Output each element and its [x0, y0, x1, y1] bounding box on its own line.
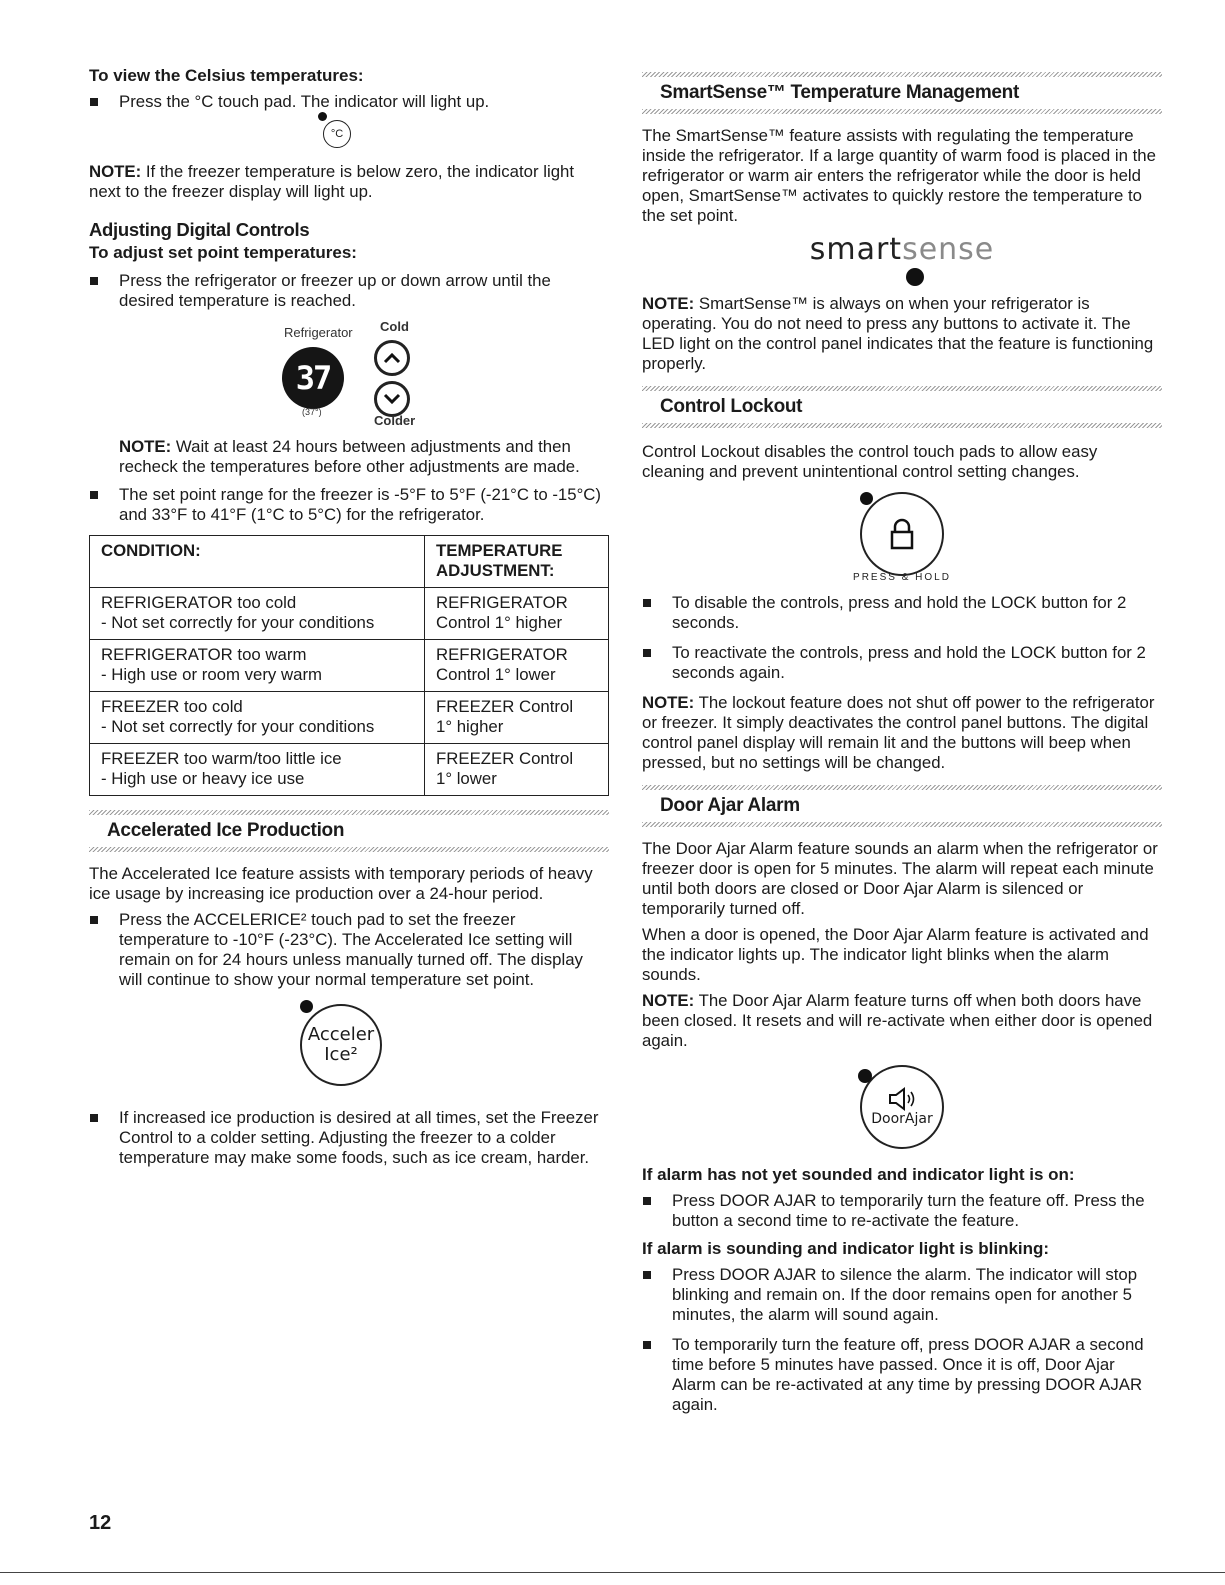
indicator-dot-icon [300, 1000, 313, 1013]
indicator-dot-icon [860, 492, 873, 505]
adjust-bullet: Press the refrigerator or freezer up or down arrow until the desired temperature is reached. [89, 271, 609, 311]
table-row [90, 640, 609, 692]
note-text: SmartSense™ is always on when your refrigerator is operating. You do not need to press any buttons to activate it. The LED light on the control panel indicates that the feature is functioning properly. [642, 294, 1154, 373]
table-cell-adjustment: FREEZER Control 1° higher [425, 692, 609, 744]
accel-section-header [89, 810, 609, 852]
lock-text: Control Lockout disables the control touch pads to allow easy cleaning and prevent unintentional control setting changes. [642, 442, 1098, 481]
smart-heading: SmartSense™ Temperature Management [660, 82, 1020, 103]
range-bullet: The set point range for the freezer is -5°F to 5°F (-21°C to -15°C) and 33°F to 41°F (1°C to 5°C) for the refrigerator. [89, 485, 609, 525]
accel-heading: Accelerated Ice Production [107, 820, 345, 841]
note-celsius [89, 162, 609, 202]
page-bottom-rule [0, 1572, 1225, 1573]
table-row [90, 692, 609, 744]
alarm-subheading-1: If alarm has not yet sounded and indicator light is on: [642, 1165, 1075, 1184]
hatch-divider [642, 109, 1162, 114]
lock-icon-caption: PRESS & HOLD [853, 572, 951, 583]
accelerice-button[interactable] [300, 1004, 382, 1086]
accel-icon-line1: Acceler [307, 1024, 375, 1045]
celsius-heading: To view the Celsius temperatures: [89, 66, 364, 85]
accel-bullet-1: Press the ACCELERICE² touch pad to set the freezer temperature to -10°F (-23°C). The Accelerated Ice setting will remain on for 24 hours unless manually turned off. The display will continue to show your normal temperature set point. [89, 910, 609, 990]
alarm-bullet-2: Press DOOR AJAR to silence the alarm. The indicator will stop blinking and remain on. If the door remains open for another 5 minutes, the alarm will sound again. [642, 1265, 1162, 1325]
lock-section-header [642, 386, 1162, 428]
page-number: 12 [89, 1512, 112, 1534]
control-panel-illustration [89, 313, 609, 428]
celsius-icon-wrap [65, 120, 609, 148]
door-text-1: The Door Ajar Alarm feature sounds an alarm when the refrigerator or freezer door is open for 5 minutes. The alarm will repeat each minute until both doors are closed or Door Ajar Alarm is silenced or temporarily turned off. [642, 839, 1158, 918]
adjust-heading: Adjusting Digital Controls [89, 219, 310, 240]
celsius-icon-label: °C [330, 128, 344, 140]
note-lock [642, 693, 1162, 773]
alarm-subheading-2: If alarm is sounding and indicator light is blinking: [642, 1239, 1050, 1258]
panel-subtext: (37°) [302, 407, 322, 417]
note-door [642, 991, 1162, 1051]
table-cell-condition: FREEZER too cold - Not set correctly for your conditions [90, 692, 425, 744]
door-ajar-button[interactable] [860, 1065, 944, 1149]
panel-colder-label: Colder [374, 413, 416, 428]
lock-button[interactable] [860, 492, 944, 576]
chevron-up-icon [383, 352, 401, 364]
note-adjust [89, 437, 609, 477]
note-label: NOTE: [89, 162, 142, 181]
hatch-divider [642, 822, 1162, 827]
hatch-divider [89, 847, 609, 852]
alarm-bullet-3: To temporarily turn the feature off, press DOOR AJAR a second time before 5 minutes have passed. Once it is off, Door Ajar Alarm can be re-activated at any time by pressing DOOR AJAR again. [642, 1335, 1162, 1415]
accel-text: The Accelerated Ice feature assists with temporary periods of heavy ice usage by increasing ice production over a 24-hour period. [89, 864, 593, 903]
lock-icon [888, 517, 916, 551]
door-text-2: When a door is opened, the Door Ajar Alarm feature is activated and the indicator lights up. The indicator light blinks when the alarm sounds. [642, 925, 1149, 984]
note-text: The Door Ajar Alarm feature turns off when both doors have been closed. It resets and will re-activate when either door is opened again. [642, 991, 1153, 1050]
adjust-subheading: To adjust set point temperatures: [89, 243, 357, 262]
smartsense-logo-text: smartsense [809, 232, 995, 267]
right-column [642, 72, 1162, 1415]
note-smart [642, 294, 1162, 374]
accel-icon-line2: Ice² [324, 1044, 358, 1065]
note-label: NOTE: [642, 693, 695, 712]
door-icon-wrap [642, 1065, 1162, 1149]
hatch-divider [642, 423, 1162, 428]
note-text: If the freezer temperature is below zero, the indicator light next to the freezer display will light up. [89, 162, 575, 201]
celsius-bullet: Press the °C touch pad. The indicator will light up. [89, 92, 609, 112]
note-label: NOTE: [642, 294, 695, 313]
lock-heading: Control Lockout [660, 396, 803, 417]
chevron-down-icon [383, 393, 401, 405]
lock-bullet-2: To reactivate the controls, press and hold the LOCK button for 2 seconds again. [642, 643, 1162, 683]
smart-section-header [642, 72, 1162, 114]
door-section-header [642, 785, 1162, 827]
left-column [89, 66, 609, 1168]
temperature-display [282, 347, 344, 409]
table-cell-adjustment: REFRIGERATOR Control 1° higher [425, 588, 609, 640]
table-row [90, 744, 609, 796]
down-arrow-button[interactable] [374, 381, 410, 417]
table-cell-condition: FREEZER too warm/too little ice - High use or heavy ice use [90, 744, 425, 796]
accel-bullet-2: If increased ice production is desired at all times, set the Freezer Control to a colder setting. Adjusting the freezer to a colder temperature may make some foods, such as ice cream, harder. [89, 1108, 609, 1168]
adjustment-table [89, 535, 609, 796]
speaker-icon [887, 1087, 917, 1111]
panel-label: Refrigerator [284, 325, 353, 340]
table-header-row [90, 536, 609, 588]
table-cell-adjustment: FREEZER Control 1° lower [425, 744, 609, 796]
door-icon-label: DoorAjar [871, 1111, 933, 1127]
indicator-dot-icon [906, 268, 924, 286]
note-label: NOTE: [642, 991, 695, 1010]
lock-bullet-1: To disable the controls, press and hold the LOCK button for 2 seconds. [642, 593, 1162, 633]
celsius-icon [323, 120, 351, 148]
table-header-condition: CONDITION: [90, 536, 425, 588]
table-cell-adjustment: REFRIGERATOR Control 1° lower [425, 640, 609, 692]
panel-cold-label: Cold [380, 319, 409, 334]
smart-text: The SmartSense™ feature assists with regulating the temperature inside the refrigerator. If a large quantity of warm food is placed in the refrigerator or warm air enters the refrigerator while the door is held open, SmartSense™ activates to quickly restore the temperature to the set point. [642, 126, 1156, 225]
accel-icon-wrap [73, 1004, 609, 1086]
lock-icon-wrap [642, 492, 1162, 583]
table-header-adjustment: TEMPERATURE ADJUSTMENT: [425, 536, 609, 588]
indicator-dot-icon [318, 112, 327, 121]
table-row [90, 588, 609, 640]
note-label: NOTE: [119, 437, 172, 456]
up-arrow-button[interactable] [374, 340, 410, 376]
note-text: The lockout feature does not shut off power to the refrigerator or freezer. It simply deactivates the control panel buttons. The digital control panel display will remain lit and the buttons will beep when pressed, but no settings will be changed. [642, 693, 1155, 772]
smartsense-logo [642, 232, 1162, 292]
table-cell-condition: REFRIGERATOR too warm - High use or room very warm [90, 640, 425, 692]
alarm-bullet-1: Press DOOR AJAR to temporarily turn the feature off. Press the button a second time to re-activate the feature. [642, 1191, 1162, 1231]
note-text: Wait at least 24 hours between adjustments and then recheck the temperatures before other adjustments are made. [119, 437, 580, 476]
temperature-display-value: 37 [295, 359, 331, 397]
indicator-dot-icon [858, 1069, 872, 1083]
door-heading: Door Ajar Alarm [660, 795, 800, 816]
table-cell-condition: REFRIGERATOR too cold - Not set correctly for your conditions [90, 588, 425, 640]
